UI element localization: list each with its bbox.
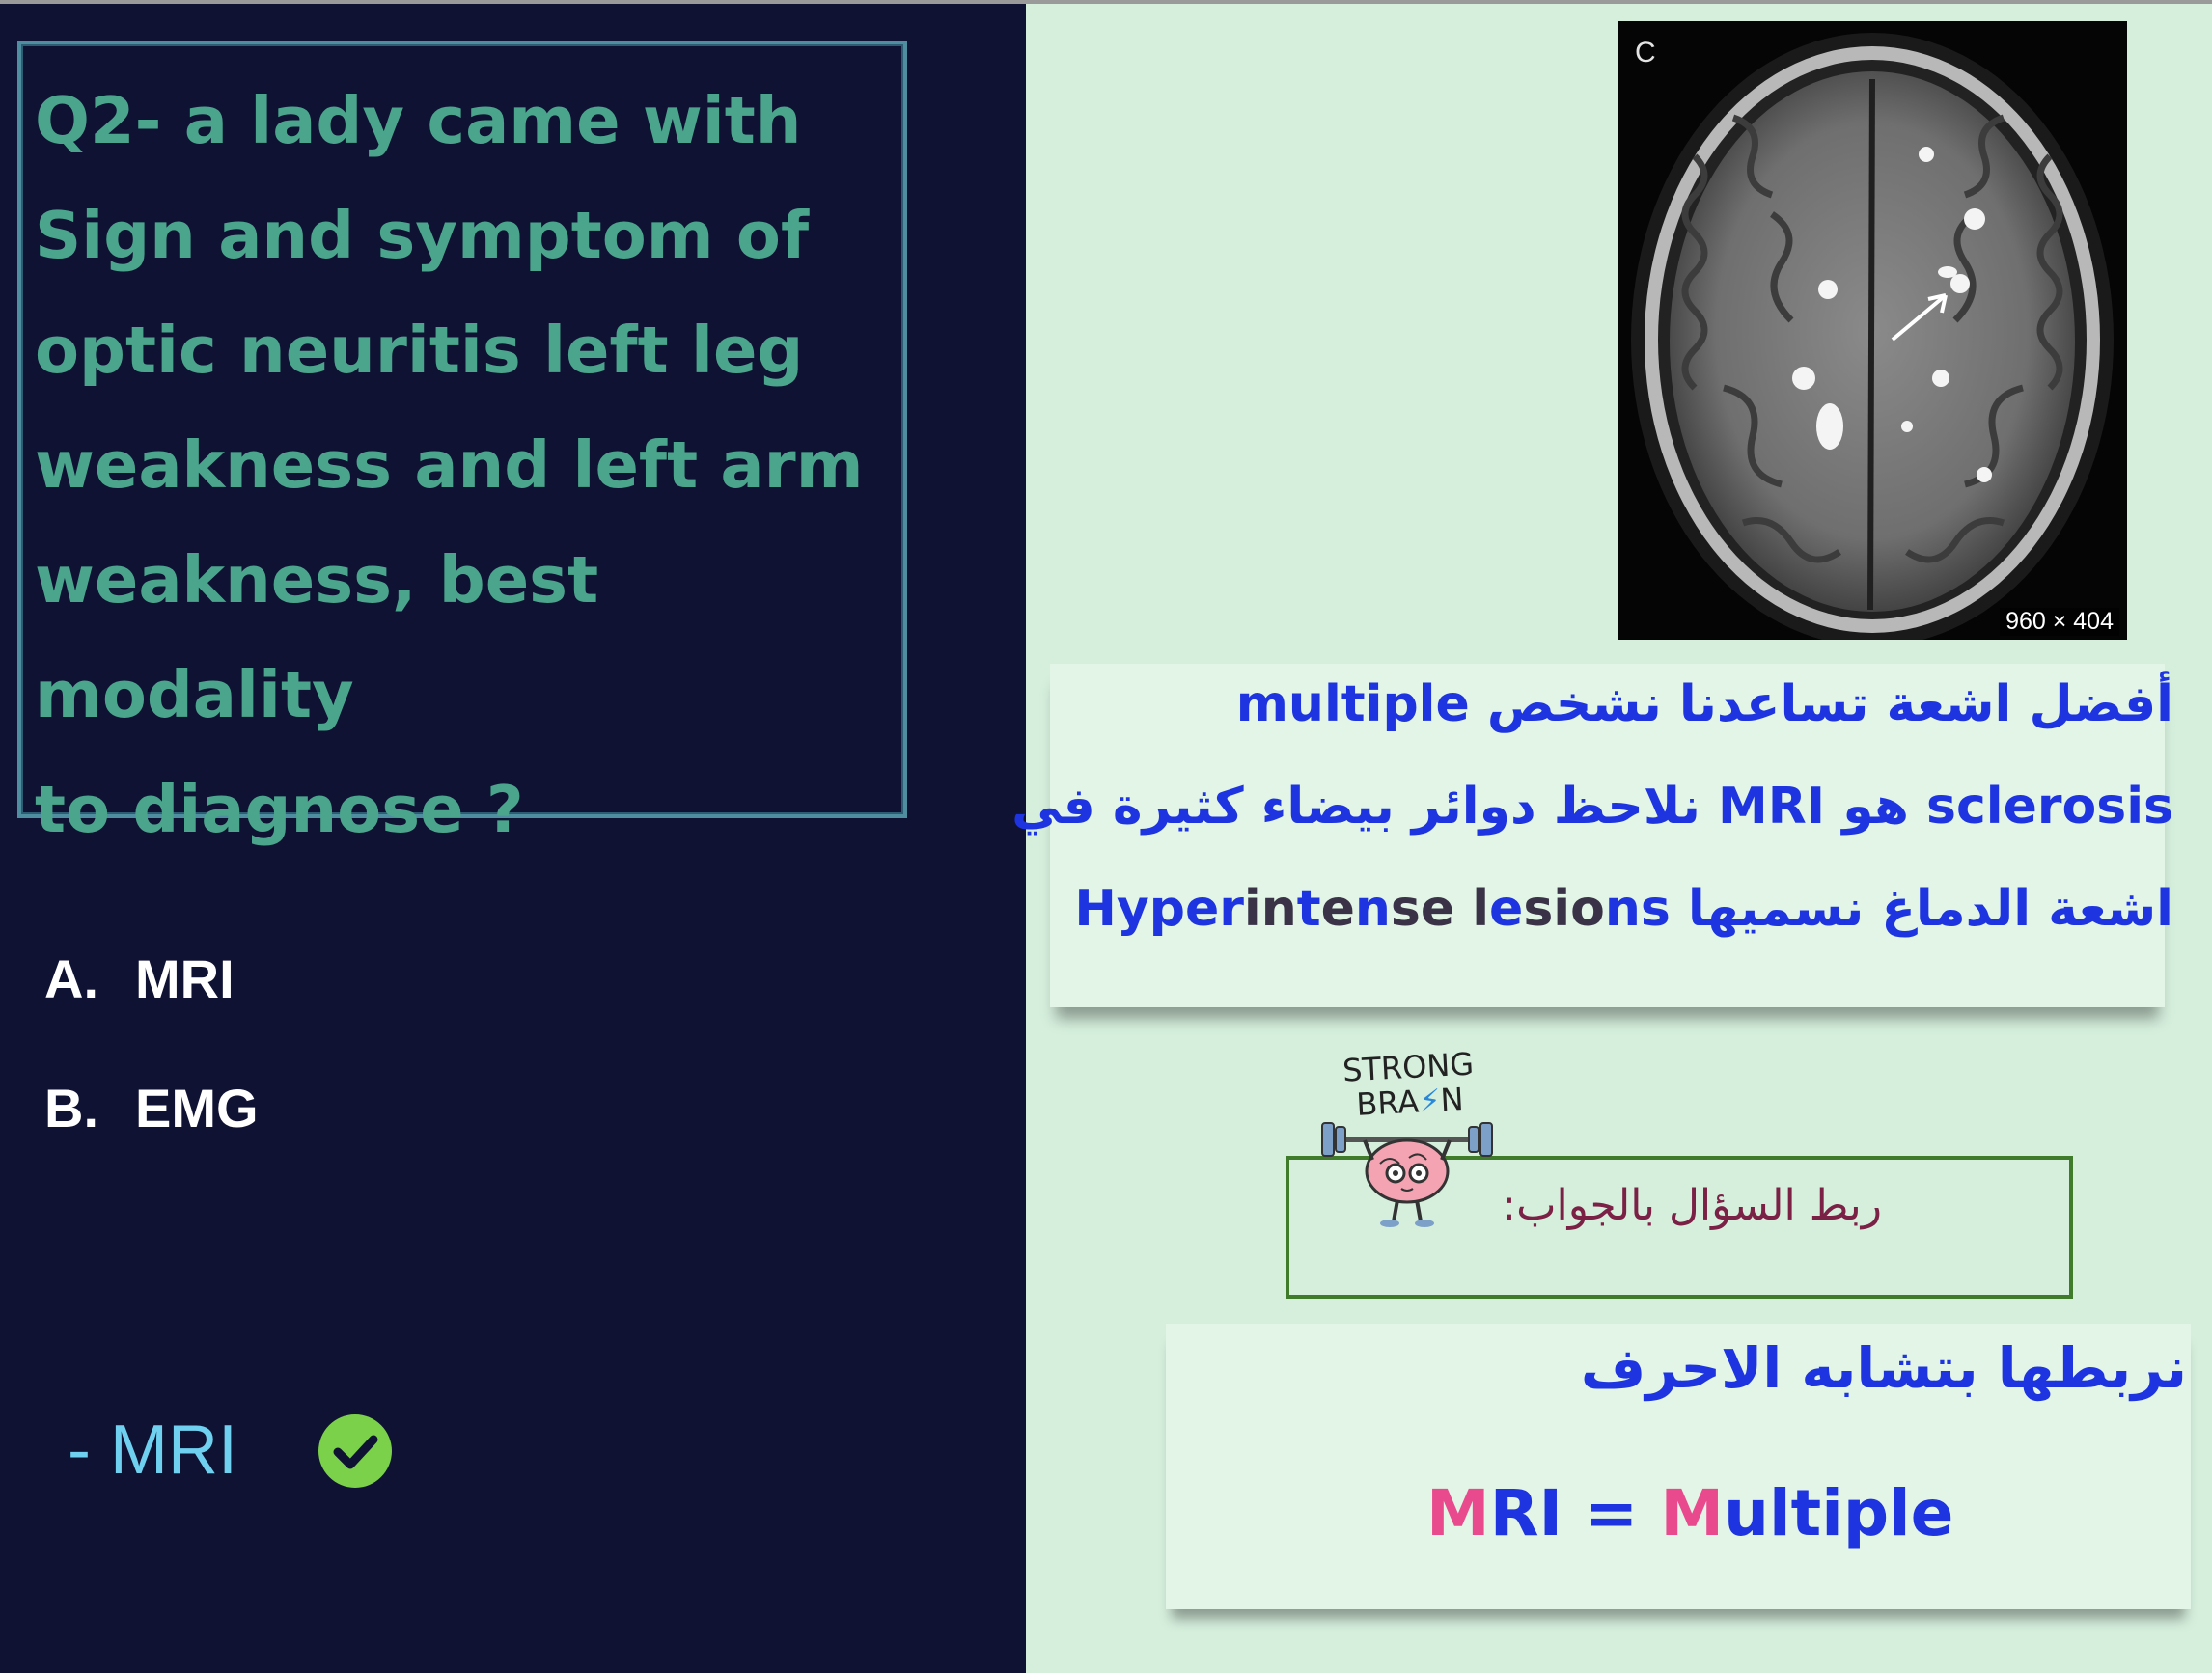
- check-circle-icon: [318, 1414, 392, 1488]
- mnemonic-letter: M: [1660, 1476, 1725, 1550]
- explanation-arabic: نلاحظ دوائر بيضاء كثيرة في: [1011, 778, 1700, 836]
- text-part: ns: [1604, 880, 1671, 938]
- explanation-arabic: اشعة الدماغ نسميها: [1687, 880, 2173, 938]
- explanation-english: multiple: [1235, 675, 1470, 733]
- mnemonic-title: نربطها بتشابه الاحرف: [1580, 1335, 2187, 1401]
- text-part: e: [1320, 880, 1355, 938]
- logo-text: BRA: [1355, 1083, 1421, 1123]
- mnemonic-word: RI: [1489, 1476, 1563, 1550]
- answer-text: - MRI: [68, 1412, 237, 1489]
- text-part: t: [1296, 880, 1321, 938]
- question-text: [35, 64, 903, 867]
- question-line: weakness, best modality: [35, 542, 599, 732]
- link-answer-label: ربط السؤال بالجواب:: [1502, 1181, 1882, 1230]
- text-part: Hyper: [1074, 880, 1244, 938]
- hyperintense-lesions-text: [1074, 880, 1671, 938]
- text-part: l: [1472, 880, 1490, 938]
- text-part: se: [1390, 880, 1455, 938]
- explanation-english: MRI: [1718, 778, 1826, 836]
- option-text: MRI: [135, 948, 235, 1009]
- lightning-icon: ⚡: [1418, 1082, 1442, 1120]
- text-part: in: [1243, 880, 1297, 938]
- text-part: n: [1354, 880, 1391, 938]
- question-line: Sign and symptom of: [35, 198, 810, 273]
- option-b[interactable]: [44, 1077, 259, 1139]
- brain-mri-image: [1618, 21, 2127, 640]
- question-line: Q2- a lady came with: [35, 83, 802, 158]
- text-part: e: [1489, 880, 1524, 938]
- image-size-label: 960 × 404: [2000, 608, 2119, 636]
- text-part: [1454, 880, 1472, 938]
- mnemonic-word: ultiple: [1724, 1476, 1954, 1550]
- text-part: sio: [1523, 880, 1605, 938]
- option-letter: A.: [44, 948, 98, 1009]
- explanation-line-2: [1011, 778, 2173, 836]
- explanation-arabic: هو: [1842, 778, 1909, 836]
- question-line: to diagnose ?: [35, 772, 524, 847]
- question-line: optic neuritis left leg: [35, 313, 804, 388]
- option-text: EMG: [135, 1078, 259, 1138]
- equals-sign: =: [1562, 1476, 1661, 1550]
- mnemonic-letter: M: [1426, 1476, 1490, 1550]
- logo-text: N: [1439, 1081, 1465, 1119]
- explanation-line-1: [1236, 675, 2173, 733]
- mnemonic-equation: [1426, 1476, 1953, 1550]
- question-line: weakness and left arm: [35, 427, 864, 503]
- explanation-line-3: [1074, 880, 2173, 938]
- explanation-english: sclerosis: [1926, 778, 2173, 836]
- option-a[interactable]: [44, 947, 235, 1010]
- strong-brain-icon: [1313, 1044, 1506, 1237]
- logo-text: STRONG: [1341, 1045, 1475, 1089]
- explanation-arabic: أفضل اشعة تساعدنا نشخص: [1486, 675, 2173, 733]
- option-letter: B.: [44, 1078, 98, 1138]
- mri-corner-letter: C: [1635, 37, 1656, 69]
